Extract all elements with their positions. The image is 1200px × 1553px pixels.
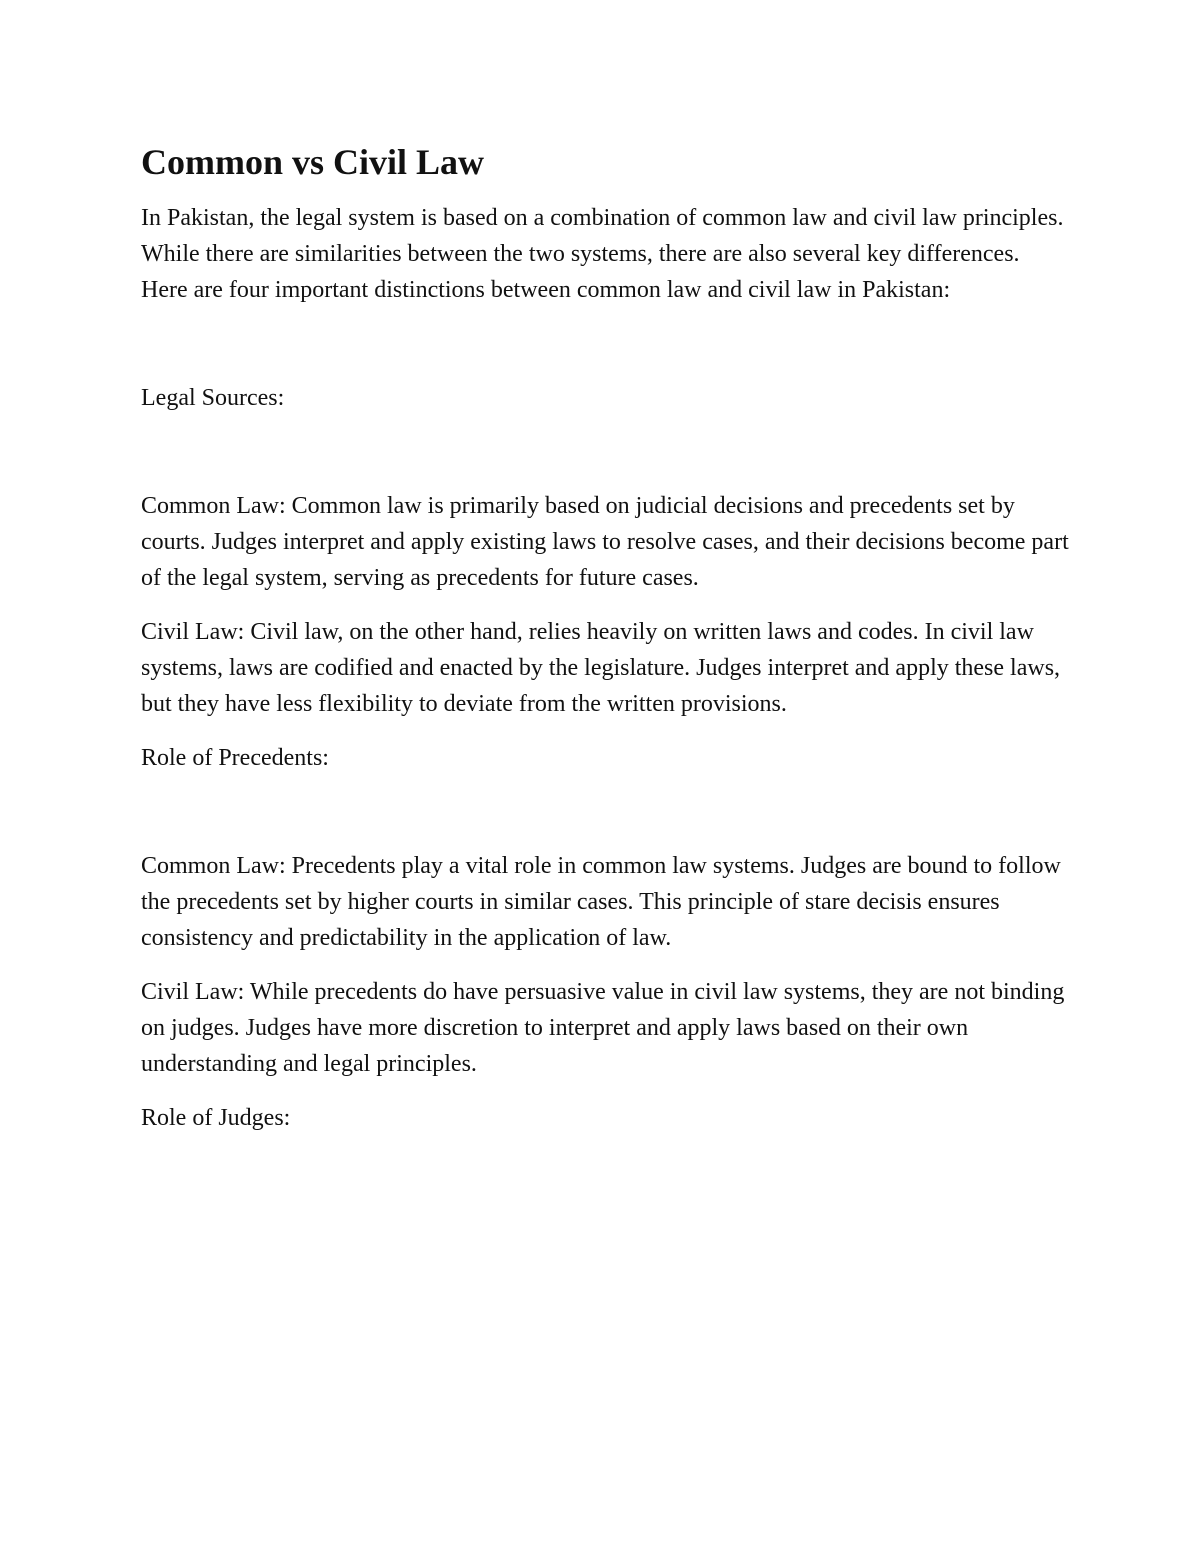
paragraph-common-law-sources: Common Law: Common law is primarily based on judicial decisions and precedents set by courts. Judges interpret and apply existing laws to resolve cases, and their decisions become part of the legal system, serving as precedents for future cases. <box>141 493 1069 591</box>
spacer <box>141 776 1071 848</box>
intro-paragraph: In Pakistan, the legal system is based on a combination of common law and civil law principles. While there are similarities between the two systems, there are also several key differences. Here are four important distinctions between common law and civil law in Pakistan: <box>141 205 1064 303</box>
section-heading-role-of-judges: Role of Judges: <box>141 1105 291 1131</box>
paragraph-civil-law-precedents: Civil Law: While precedents do have persuasive value in civil law systems, they are not binding on judges. Judges have more discretion to interpret and apply laws based on their own understanding and legal principles. <box>141 979 1065 1077</box>
paragraph-common-law-precedents: Common Law: Precedents play a vital role in common law systems. Judges are bound to follow the precedents set by higher courts in similar cases. This principle of stare decisis ensures consistency and predictability in the application of law. <box>141 853 1061 951</box>
section-heading-role-of-precedents: Role of Precedents: <box>141 745 329 771</box>
spacer <box>141 1082 1071 1100</box>
document-page <box>141 138 1071 1136</box>
paragraph-civil-law-sources: Civil Law: Civil law, on the other hand, relies heavily on written laws and codes. In civil law systems, laws are codified and enacted by the legislature. Judges interpret and apply these laws, but they have less flexibility to deviate from the written provisions. <box>141 619 1061 717</box>
spacer <box>141 416 1071 488</box>
section-heading-legal-sources: Legal Sources: <box>141 385 285 411</box>
document-title: Common vs Civil Law <box>141 142 485 182</box>
spacer <box>141 308 1071 380</box>
spacer <box>141 722 1071 740</box>
spacer <box>141 596 1071 614</box>
spacer <box>141 956 1071 974</box>
